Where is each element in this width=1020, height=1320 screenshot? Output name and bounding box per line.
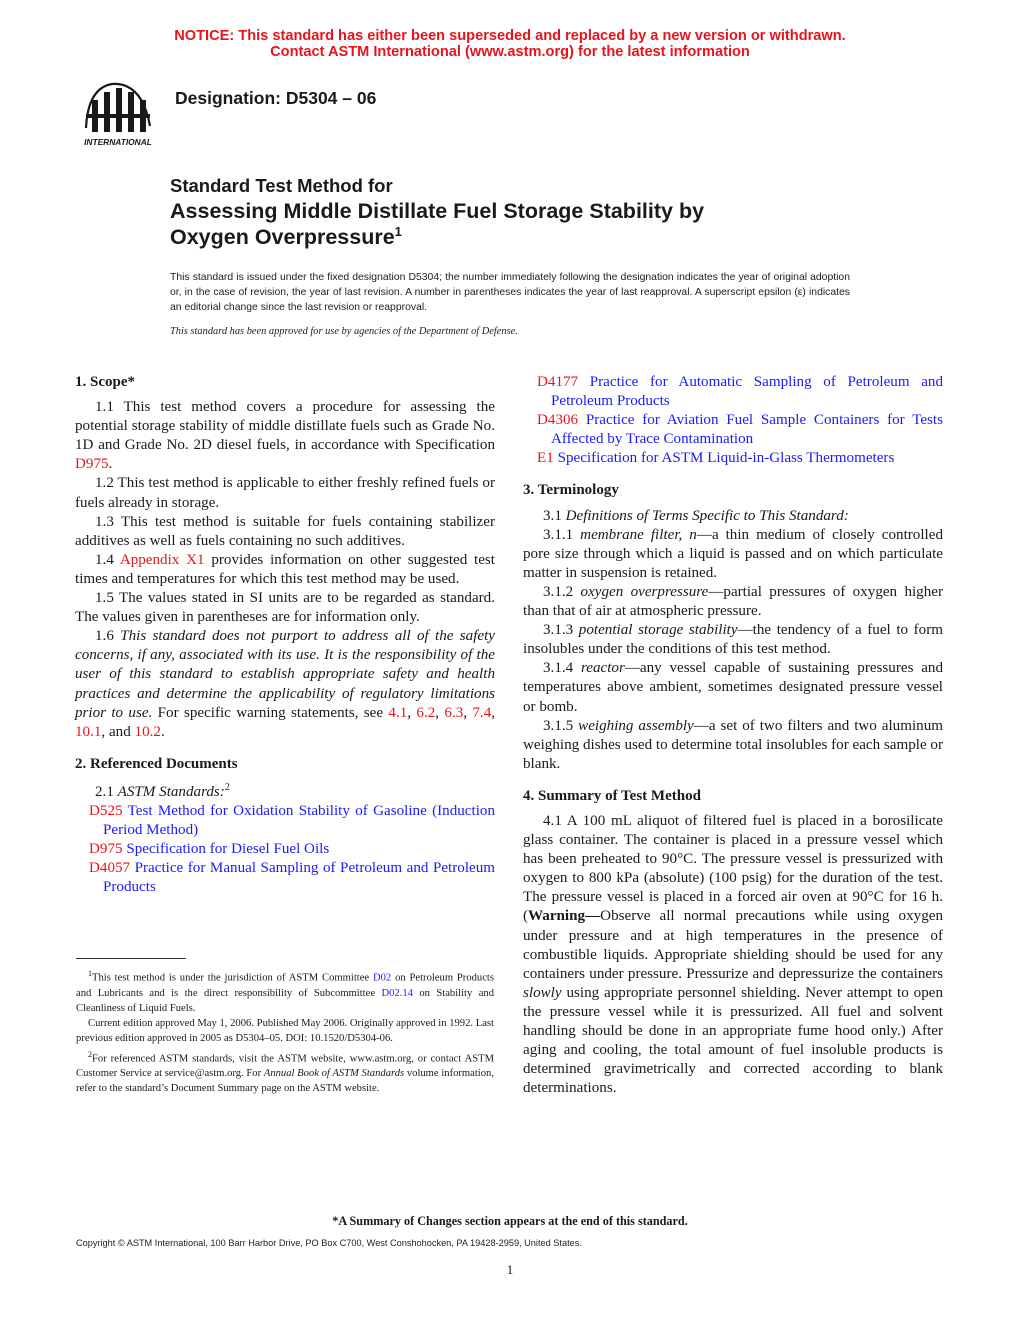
footnote-2: $^2$For referenced ASTM standards, visit the ASTM website, www.astm.org, or contact ASTM Customer Service at service@astm.org. For Annual Book of ASTM Standards volume information, refer to the standard’s Document Summary page on the ASTM website. [76, 1049, 494, 1095]
ref-d4177[interactable]: D4177 Practice for Automatic Sampling of Petroleum and Petroleum Products [537, 374, 943, 410]
para-1-6: 1.6 This standard does not purport to address all of the safety concerns, if any, associated with its use. It is the responsibility of the user of this standard to establish appropriate safety and health practices and determine the applicability of regulatory limitations prior to use. For specific warning statements, see 4.1, 6.2, 6.3, 7.4, 10.1, and 10.2. [75, 628, 496, 740]
footnote-edition: Current edition approved May 1, 2006. Published May 2006. Originally approved in 1992. Last previous edition approved in 2005 as D5304–05. DOI: 10.1520/D5304-06. [76, 1018, 494, 1045]
link-10-2[interactable]: 10.2 [134, 723, 161, 740]
para-4-1: 4.1 A 100 mL aliquot of filtered fuel is placed in a borosilicate glass container. The container is placed in a pressure vessel which has been preheated to 90°C. The pressure vessel is pressurized with oxygen to 800 kPa (absolute) (100 psig) for the duration of the test. The pressure vessel is placed in a forced air oven at 90°C for 16 h. (Warning—Observe all normal precautions while using oxygen under pressure and at high temperatures in the presence of combustible liquids. Appropriate shielding should be used for any containers under pressure. Pressurize and depressurize the containers slowly using appropriate personnel shielding. Never attempt to open the pressure vessel while it is pressurized. All fuel and solvent handling should be done in an appropriate fume hood only.) After aging and cooling, the total amount of fuel insoluble products is determined gravimetrically and corrected according to blank determinations. [523, 812, 943, 1097]
astm-logo-icon [76, 78, 160, 152]
para-1-5: 1.5 The values stated in SI units are to be regarded as standard. The values given in parentheses are for information only. [75, 590, 495, 626]
section-3-heading: 3. Terminology [523, 482, 619, 499]
designation: Designation: D5304 – 06 [175, 88, 377, 108]
link-4-1[interactable]: 4.1 [388, 704, 408, 721]
footnotes [76, 966, 494, 1097]
intro-paragraph: This standard is issued under the fixed designation D5304; the number immediately following the designation indicates the year of original adoption or, in the case of revision, the year of last revision. A number in parentheses indicates the year of last reapproval. A superscript epsilon (ε) indicates an editorial change since the last revision or reapproval. [170, 272, 850, 313]
right-column [523, 373, 943, 1098]
ref-d4306[interactable]: D4306 Practice for Aviation Fuel Sample Containers for Tests Affected by Trace Contamination [537, 412, 943, 448]
section-1-heading: 1. Scope* [75, 374, 135, 390]
para-1-3: 1.3 This test method is suitable for fuels containing stabilizer additives as well as fuels containing no such additives. [75, 513, 495, 549]
link-6-2[interactable]: 6.2 [416, 704, 436, 721]
summary-of-changes-note: *A Summary of Changes section appears at the end of this standard. [332, 1214, 688, 1228]
ref-e1[interactable]: E1 Specification for ASTM Liquid-in-Glass Thermometers [537, 450, 895, 467]
title-pre: Standard Test Method for [170, 175, 393, 196]
link-committee-d02[interactable]: D02 [372, 972, 392, 984]
ref-d4057[interactable]: D4057 Practice for Manual Sampling of Petroleum and Petroleum Products [89, 860, 495, 896]
para-1-1: 1.1 This test method covers a procedure for assessing the potential storage stability of middle distillate fuels such as Grade No. 1D and Grade No. 2D diesel fuels, in accordance with Specification D975. [75, 399, 495, 473]
link-7-4[interactable]: 7.4 [472, 704, 492, 721]
def-3-1-2: 3.1.2 oxygen overpressure—partial pressures of oxygen higher than that of air at atmospheric pressure. [523, 583, 943, 620]
def-3-1-1: 3.1.1 membrane filter, n—a thin medium of closely controlled pore size through which a liquid is passed and on which particulate matter in suspension is retained. [523, 526, 943, 581]
para-1-2: 1.2 This test method is applicable to either freshly refined fuels or fuels already in storage. [75, 475, 495, 511]
logo-text: INTERNATIONAL [84, 137, 152, 147]
page-number: 1 [506, 1262, 514, 1277]
title-line-1: Assessing Middle Distillate Fuel Storage Stability by [170, 199, 705, 223]
notice-line-2: Contact ASTM International (www.astm.org) for the latest information [270, 44, 750, 60]
footnote-1: $^1$This test method is under the jurisdiction of ASTM Committee D02 on Petroleum Products and Lubricants and is the direct responsibility of Subcommittee D02.14 on Stability and Cleanliness of Liquid Fuels. [76, 969, 494, 1014]
def-3-1-4: 3.1.4 reactor—any vessel capable of sustaining pressures and temperatures above ambient, sometimes designated pressure vessel or bomb. [523, 660, 943, 715]
link-10-1[interactable]: 10.1 [75, 723, 102, 740]
link-6-3[interactable]: 6.3 [444, 704, 464, 721]
section-2-heading: 2. Referenced Documents [75, 755, 238, 772]
notice-line-1: NOTICE: This standard has either been superseded and replaced by a new version or withdrawn. [174, 28, 846, 44]
def-3-1-3: 3.1.3 potential storage stability—the tendency of a fuel to form insolubles under the conditions of this test method. [523, 622, 943, 658]
section-4-heading: 4. Summary of Test Method [523, 787, 701, 804]
para-3-1: 3.1 Definitions of Terms Specific to This Standard: [543, 507, 849, 524]
footnote-rule [76, 958, 186, 959]
para-1-4: 1.4 Appendix X1 provides information on other suggested test times and temperatures for which this test method may be used. [75, 551, 496, 587]
link-d975[interactable]: D975 [75, 456, 109, 473]
title-line-2: Oxygen Overpressure [170, 225, 395, 249]
def-3-1-5: 3.1.5 weighing assembly—a set of two filters and two aluminum weighing dishes used to determine total insolubles for each sample or blank. [523, 717, 944, 772]
left-column [75, 373, 495, 897]
title-footnote-marker: 1 [394, 223, 402, 239]
document-title [170, 174, 930, 250]
link-subcommittee-d02-14[interactable]: D02.14 [381, 987, 413, 999]
link-appendix-x1[interactable]: Appendix X1 [119, 551, 205, 568]
para-2-1: 2.1 ASTM Standards:$^2$ [95, 781, 230, 800]
copyright: Copyright © ASTM International, 100 Barr Harbor Drive, PO Box C700, West Conshohocken, PA 19428-2959, United States. [76, 1238, 582, 1248]
approval-note: This standard has been approved for use by agencies of the Department of Defense. [170, 326, 518, 337]
ref-d525[interactable]: D525 Test Method for Oxidation Stability of Gasoline (Induction Period Method) [89, 803, 495, 839]
ref-d975[interactable]: D975 Specification for Diesel Fuel Oils [89, 841, 330, 858]
